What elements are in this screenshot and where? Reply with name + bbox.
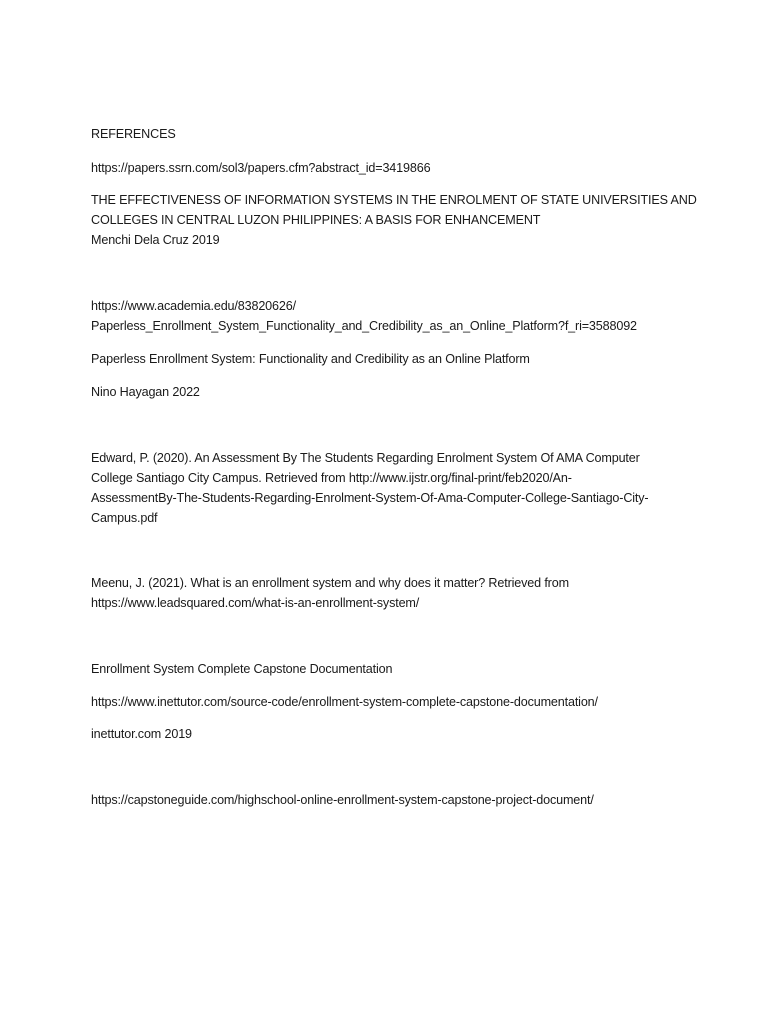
reference-line: https://www.leadsquared.com/what-is-an-enrollment-system/ [91, 596, 420, 610]
reference-line: https://www.academia.edu/83820626/ [91, 299, 296, 313]
reference-line: Paperless Enrollment System: Functionality and Credibility as an Online Platform [91, 352, 530, 366]
reference-line: Campus.pdf [91, 511, 158, 525]
reference-line: https://www.inettutor.com/source-code/enrollment-system-complete-capstone-documentation/ [91, 695, 598, 709]
reference-title-line: THE EFFECTIVENESS OF INFORMATION SYSTEMS IN THE ENROLMENT OF STATE UNIVERSITIES AND [91, 193, 697, 207]
reference-author-year: inettutor.com 2019 [91, 727, 192, 741]
reference-line: Edward, P. (2020). An Assessment By The Students Regarding Enrolment System Of AMA Computer [91, 451, 640, 465]
reference-line: Paperless_Enrollment_System_Functionality_and_Credibility_as_an_Online_Platform?f_ri=3588092 [91, 319, 637, 333]
reference-author-year: Nino Hayagan 2022 [91, 385, 200, 399]
references-heading: REFERENCES [91, 127, 176, 141]
reference-line: https://papers.ssrn.com/sol3/papers.cfm?abstract_id=3419866 [91, 161, 431, 175]
reference-author-year: Menchi Dela Cruz 2019 [91, 233, 220, 247]
reference-line: https://capstoneguide.com/highschool-online-enrollment-system-capstone-project-document/ [91, 793, 594, 807]
reference-line: College Santiago City Campus. Retrieved from http://www.ijstr.org/final-print/feb2020/An- [91, 471, 572, 485]
reference-line: AssessmentBy-The-Students-Regarding-Enrolment-System-Of-Ama-Computer-College-Santiago-City- [91, 491, 649, 505]
reference-line: Enrollment System Complete Capstone Documentation [91, 662, 393, 676]
reference-title-line: COLLEGES IN CENTRAL LUZON PHILIPPINES: A BASIS FOR ENHANCEMENT [91, 213, 541, 227]
reference-line: Meenu, J. (2021). What is an enrollment system and why does it matter? Retrieved from [91, 576, 569, 590]
